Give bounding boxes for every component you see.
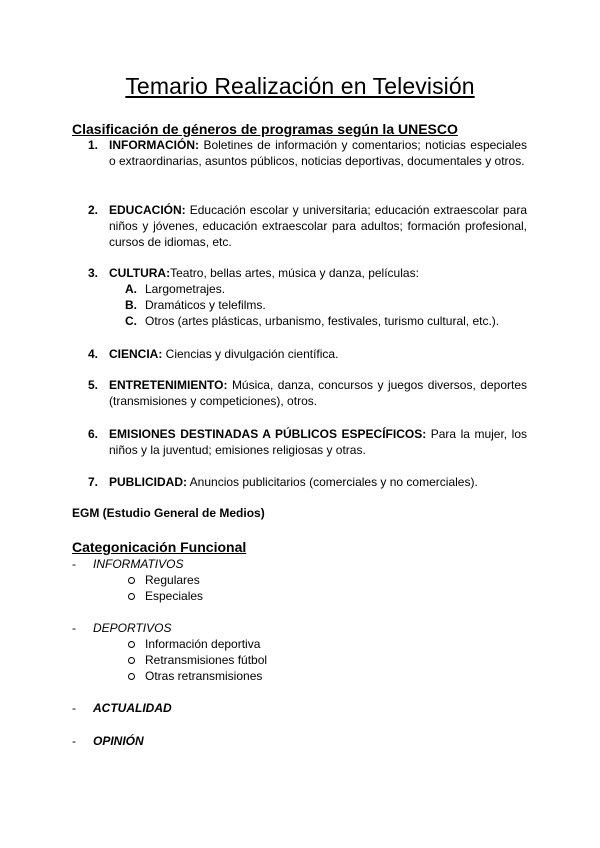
item-text: Para la mujer, los niños y la juventud; emisiones religiosas y otras.: [109, 427, 527, 457]
item-body: [109, 202, 527, 250]
subitem-letter: C.: [125, 314, 137, 328]
subitem-text: Largometrajes.: [145, 282, 226, 296]
dash-marker: -: [72, 557, 76, 571]
subitem-letter: B.: [125, 298, 137, 312]
circle-bullet-icon: [128, 593, 135, 600]
bullet-text: Información deportiva: [145, 637, 261, 651]
category-label: INFORMATIVOS: [93, 557, 184, 571]
item-number: 5.: [88, 378, 99, 392]
item-number: 2.: [88, 203, 99, 217]
item-text: Educación escolar y universitaria; educación extraescolar para niños y jóvenes, educación extraescolar para adultos; formación profesional, cursos de idiomas, etc.: [109, 203, 527, 249]
bullet-text: Especiales: [145, 589, 204, 603]
bullet-text: Regulares: [145, 573, 200, 587]
circle-bullet-icon: [128, 673, 135, 680]
item-body: [109, 346, 527, 362]
category-label: OPINIÓN: [93, 734, 144, 748]
item-body: [109, 265, 527, 281]
item-text: Ciencias y divulgación científica.: [162, 347, 339, 361]
item-label: EMISIONES DESTINADAS A PÚBLICOS ESPECÍFICOS:: [109, 427, 427, 441]
page-title: Temario Realización en Televisión: [125, 73, 475, 99]
item-label: INFORMACIÓN:: [109, 138, 199, 152]
item-number: 3.: [88, 266, 99, 280]
item-body: [109, 426, 527, 458]
item-number: 6.: [88, 427, 99, 441]
item-label: EDUCACIÓN:: [109, 203, 186, 217]
dash-marker: -: [72, 701, 76, 715]
circle-bullet-icon: [128, 657, 135, 664]
item-body: [109, 137, 527, 169]
item-body: [109, 474, 527, 490]
item-text: Teatro, bellas artes, música y danza, películas:: [170, 266, 419, 280]
category-label: ACTUALIDAD: [93, 701, 172, 715]
categorization-heading: Categonicación Funcional: [72, 539, 247, 555]
category-label: DEPORTIVOS: [93, 621, 172, 635]
item-text: Boletines de información y comentarios; noticias especiales o extraordinarias, asuntos públicos, noticias deportivas, documentales y otros.: [109, 138, 527, 168]
item-number: 1.: [88, 138, 99, 152]
dash-marker: -: [72, 734, 76, 748]
item-label: PUBLICIDAD:: [109, 475, 187, 489]
item-body: [109, 377, 527, 409]
item-label: CULTURA:: [109, 266, 171, 280]
item-label: CIENCIA:: [109, 347, 163, 361]
circle-bullet-icon: [128, 577, 135, 584]
item-number: 7.: [88, 475, 99, 489]
egm-label: EGM (Estudio General de Medios): [72, 506, 265, 520]
subitem-text: Dramáticos y telefilms.: [145, 298, 266, 312]
bullet-text: Retransmisiones fútbol: [145, 653, 268, 667]
subitem-text: Otros (artes plásticas, urbanismo, festivales, turismo cultural, etc.).: [145, 314, 500, 328]
item-label: ENTRETENIMIENTO:: [109, 378, 228, 392]
bullet-text: Otras retransmisiones: [145, 669, 263, 683]
item-text: Música, danza, concursos y juegos diversos, deportes (transmisiones y competiciones), otros.: [109, 378, 527, 408]
item-text: Anuncios publicitarios (comerciales y no comerciales).: [187, 475, 478, 489]
unesco-heading: Clasificación de géneros de programas según la UNESCO: [72, 121, 458, 137]
dash-marker: -: [72, 621, 76, 635]
item-number: 4.: [88, 347, 99, 361]
circle-bullet-icon: [128, 641, 135, 648]
subitem-letter: A.: [125, 282, 137, 296]
